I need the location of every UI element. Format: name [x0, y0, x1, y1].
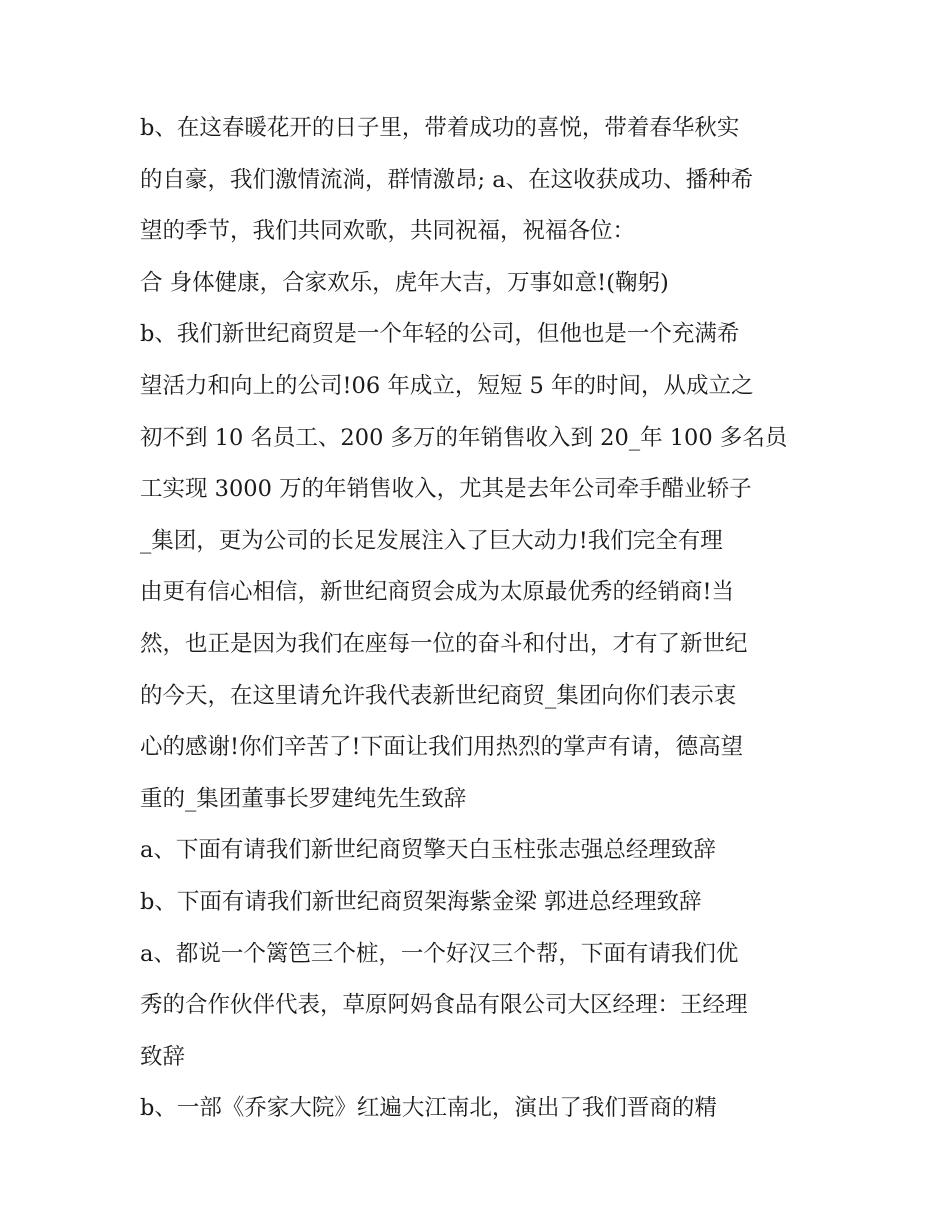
text-line: _集团，更为公司的长足发展注入了巨大动力!我们完全有理 — [140, 527, 723, 554]
text-line: a、都说一个篱笆三个桩，一个好汉三个帮，下面有请我们优 — [140, 940, 739, 967]
text-line: b、下面有请我们新世纪商贸架海紫金梁 郭进总经理致辞 — [140, 888, 702, 915]
text-line: 合 身体健康，合家欢乐，虎年大吉，万事如意!(鞠躬) — [140, 269, 669, 296]
text-line: 重的_集团董事长罗建纯先生致辞 — [140, 785, 467, 812]
text-line: 工实现 3000 万的年销售收入，尤其是去年公司牵手醋业轿子 — [140, 476, 752, 503]
text-line: 的自豪，我们激情流淌，群情激昂; a、在这收获成功、播种希 — [140, 166, 754, 193]
text-line: b、我们新世纪商贸是一个年轻的公司，但他也是一个充满希 — [140, 321, 740, 348]
text-line: 的今天，在这里请允许我代表新世纪商贸_集团向你们表示衷 — [140, 682, 737, 709]
text-line: 心的感谢!你们辛苦了!下面让我们用热烈的掌声有请，德高望 — [140, 734, 744, 761]
document-body — [140, 103, 820, 1135]
text-line: 初不到 10 名员工、200 多万的年销售收入到 20_年 100 多名员 — [140, 424, 788, 451]
text-line: b、在这春暖花开的日子里，带着成功的喜悦，带着春华秋实 — [140, 115, 740, 141]
text-line: 望活力和向上的公司!06 年成立，短短 5 年的时间，从成立之 — [140, 372, 754, 399]
text-line: 由更有信心相信，新世纪商贸会成为太原最优秀的经销商!当 — [140, 579, 735, 606]
text-line: 秀的合作伙伴代表，草原阿妈食品有限公司大区经理：王经理 — [140, 992, 748, 1019]
text-line: 望的季节，我们共同欢歌，共同祝福，祝福各位： — [140, 218, 636, 245]
text-line: 致辞 — [140, 1043, 186, 1070]
text-line: b、一部《乔家大院》红遍大江南北，演出了我们晋商的精 — [140, 1095, 717, 1122]
text-line: a、下面有请我们新世纪商贸擎天白玉柱张志强总经理致辞 — [140, 837, 716, 864]
text-line: 然，也正是因为我们在座每一位的奋斗和付出，才有了新世纪 — [140, 630, 748, 657]
